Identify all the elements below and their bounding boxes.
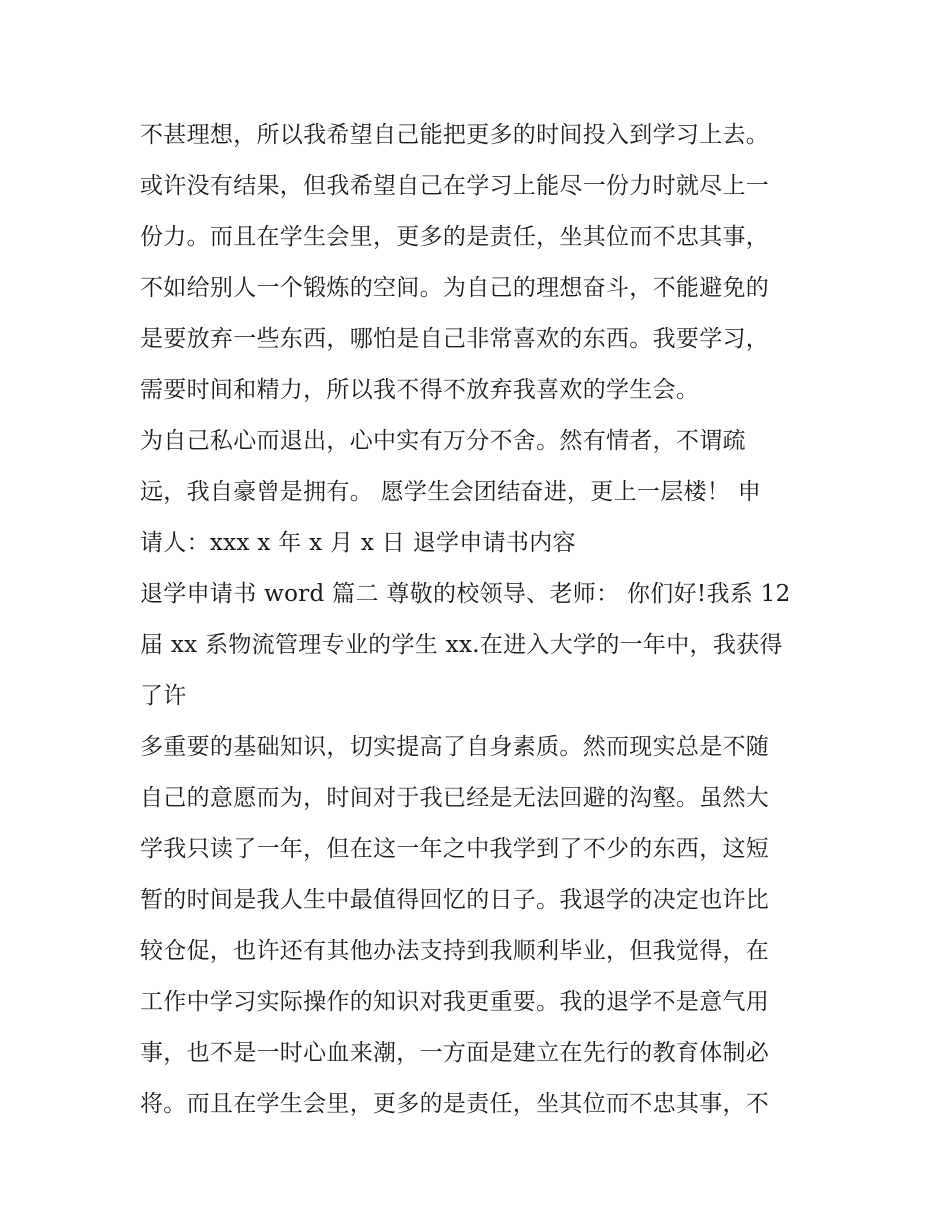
text-line: 了许 xyxy=(140,683,187,709)
text-line: 远，我自豪曾是拥有。 愿学生会团结奋进，更上一层楼！ 申 xyxy=(140,479,762,505)
text-line: 事，也不是一时心血来潮，一方面是建立在先行的教育体制必 xyxy=(140,1040,770,1066)
text-line: 份力。而且在学生会里，更多的是责任，坐其位而不忠其事， xyxy=(140,224,770,250)
text-line: 较仓促，也许还有其他办法支持到我顺利毕业，但我觉得，在 xyxy=(140,938,770,964)
text-line: 将。而且在学生会里，更多的是责任，坐其位而不忠其事，不 xyxy=(140,1091,770,1117)
text-line: 请人：xxx x 年 x 月 x 日 退学申请书内容 xyxy=(140,530,576,556)
text-line: 工作中学习实际操作的知识对我更重要。我的退学不是意气用 xyxy=(140,989,770,1015)
text-line: 为自己私心而退出，心中实有万分不舍。然有情者，不谓疏 xyxy=(140,428,746,454)
text-line: 或许没有结果，但我希望自己在学习上能尽一份力时就尽上一 xyxy=(140,173,770,199)
text-line: 是要放弃一些东西，哪怕是自己非常喜欢的东西。我要学习， xyxy=(140,326,770,352)
text-line: 暂的时间是我人生中最值得回忆的日子。我退学的决定也许比 xyxy=(140,887,770,913)
text-line: 退学申请书 word 篇二 尊敬的校领导、老师： 你们好!我系 12 xyxy=(140,581,791,607)
text-line: 不如给别人一个锻炼的空间。为自己的理想奋斗，不能避免的 xyxy=(140,275,770,301)
text-line: 届 xx 系物流管理专业的学生 xx.在进入大学的一年中，我获得 xyxy=(140,632,783,658)
text-line: 自己的意愿而为，时间对于我已经是无法回避的沟壑。虽然大 xyxy=(140,785,770,811)
text-line: 多重要的基础知识，切实提高了自身素质。然而现实总是不随 xyxy=(140,734,770,760)
text-line: 学我只读了一年，但在这一年之中我学到了不少的东西，这短 xyxy=(140,836,770,862)
document-body xyxy=(140,110,820,1130)
text-line: 需要时间和精力，所以我不得不放弃我喜欢的学生会。 xyxy=(140,377,700,403)
text-line: 不甚理想，所以我希望自己能把更多的时间投入到学习上去。 xyxy=(140,122,770,148)
